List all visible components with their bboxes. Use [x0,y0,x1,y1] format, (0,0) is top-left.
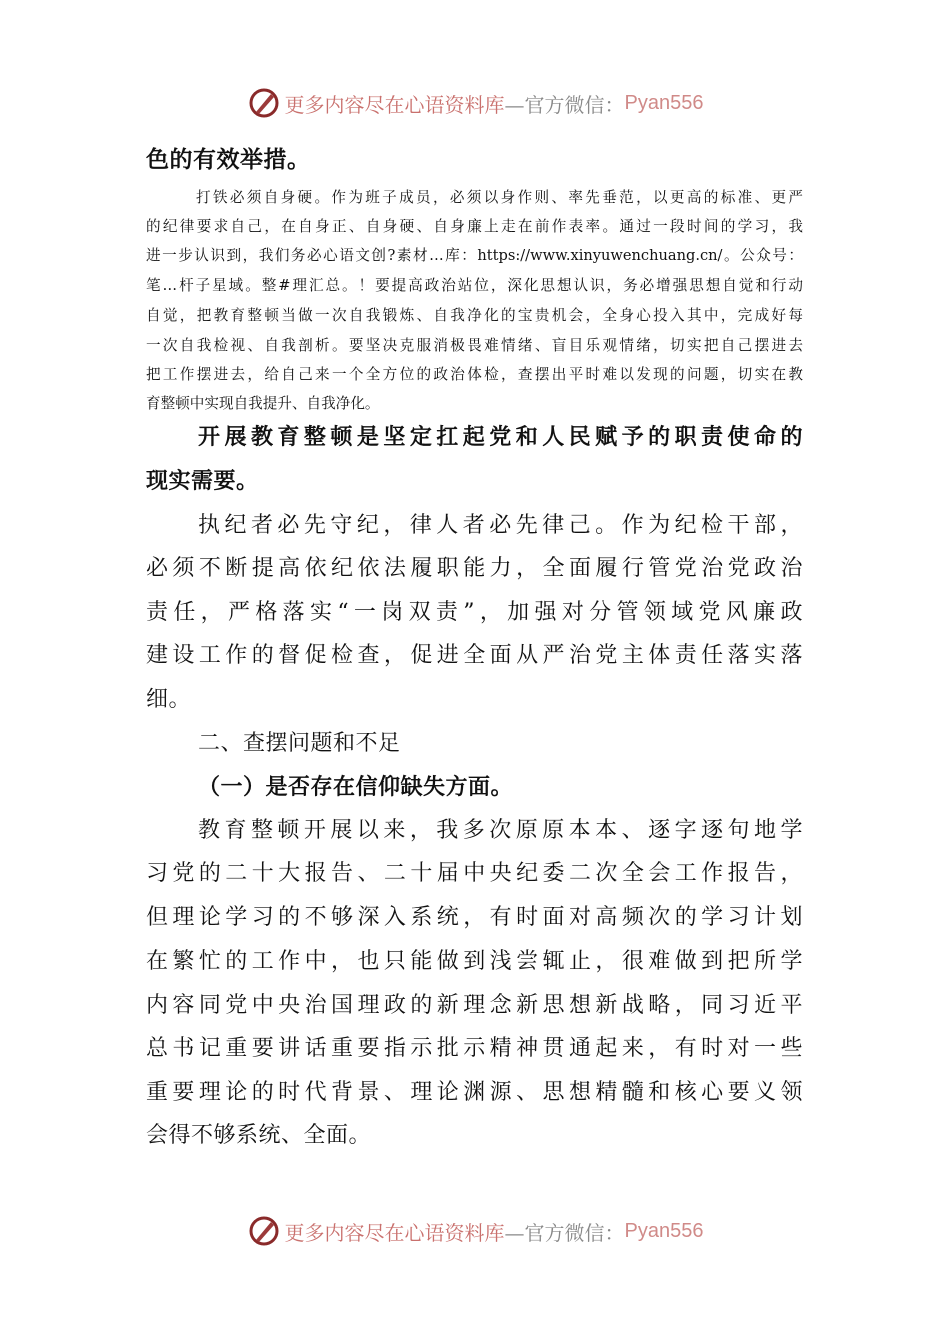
text-line: 习党的二十大报告、二十届中央纪委二次全会工作报告， [146,861,803,886]
text-line: 会得不够系统、全面。 [146,1123,372,1148]
banner-wechat-label: —官方微信： [504,92,625,117]
subsection-heading: （一）是否存在信仰缺失方面。 [198,775,514,800]
text-line: 教育整顿开展以来，我多次原原本本、逐字逐句地学 [198,818,803,843]
banner-wechat-id: Pyan556 [624,91,704,114]
text-line: 在繁忙的工作中，也只能做到浅尝辄止，很难做到把所学 [146,949,803,974]
header-watermark-banner [0,83,950,123]
banner-wechat-label: —官方微信： [504,1220,625,1245]
text-line: 重要理论的时代背景、理论渊源、思想精髓和核心要义领 [146,1080,803,1105]
text-line: 进一步认识到，我们务必心语文创?素材…库：https://www.xinyuwenchuang.cn/。公众号： [146,247,803,264]
section-heading: 二、查摆问题和不足 [198,731,401,756]
text-line: 内容同党中央治国理政的新理念新思想新战略，同习近平 [146,993,803,1018]
text-line: 执纪者必先守纪，律人者必先律己。作为纪检干部， [198,513,803,538]
text-line: 但理论学习的不够深入系统，有时面对高频次的学习计划 [146,905,803,930]
text-line: 笔…杆子星域。整#理汇总。！要提高政治站位，深化思想认识，务必增强思想自觉和行动 [146,277,803,294]
text-line: 总书记重要讲话重要指示批示精神贯通起来，有时对一些 [146,1036,803,1061]
text-line: 育整顿中实现自我提升、自我净化。 [146,395,380,412]
pen-logo-icon [247,86,281,120]
text-line: 打铁必须自身硬。作为班子成员，必须以身作则、率先垂范，以更高的标准、更严 [196,189,803,206]
pen-logo-icon [247,1214,281,1248]
banner-wechat-id: Pyan556 [624,1219,704,1242]
text-line: 细。 [146,687,192,712]
heading-line: 现实需要。 [146,469,259,494]
text-line: 责任，严格落实“一岗双责”，加强对分管领域党风廉政 [146,600,803,625]
heading-continuation: 色的有效举措。 [146,147,311,173]
heading-line: 开展教育整顿是坚定扛起党和人民赋予的职责使命的 [198,425,803,450]
text-line: 必须不断提高依纪依法履职能力，全面履行管党治党政治 [146,556,803,581]
text-line: 的纪律要求自己，在自身正、自身硬、自身廉上走在前作表率。通过一段时间的学习，我 [146,218,803,235]
text-line: 自觉，把教育整顿当做一次自我锻炼、自我净化的宝贵机会，全身心投入其中，完成好每 [146,307,803,324]
text-line: 把工作摆进去，给自己来一个全方位的政治体检，查摆出平时难以发现的问题，切实在教 [146,366,803,383]
text-line: 建设工作的督促检查，促进全面从严治党主体责任落实落 [146,643,803,668]
banner-text: 更多内容尽在心语资料库 [284,92,505,117]
banner-text: 更多内容尽在心语资料库 [284,1220,505,1245]
text-line: 一次自我检视、自我剖析。要坚决克服消极畏难情绪、盲目乐观情绪，切实把自己摆进去 [146,337,803,354]
footer-watermark-banner [0,1211,950,1251]
